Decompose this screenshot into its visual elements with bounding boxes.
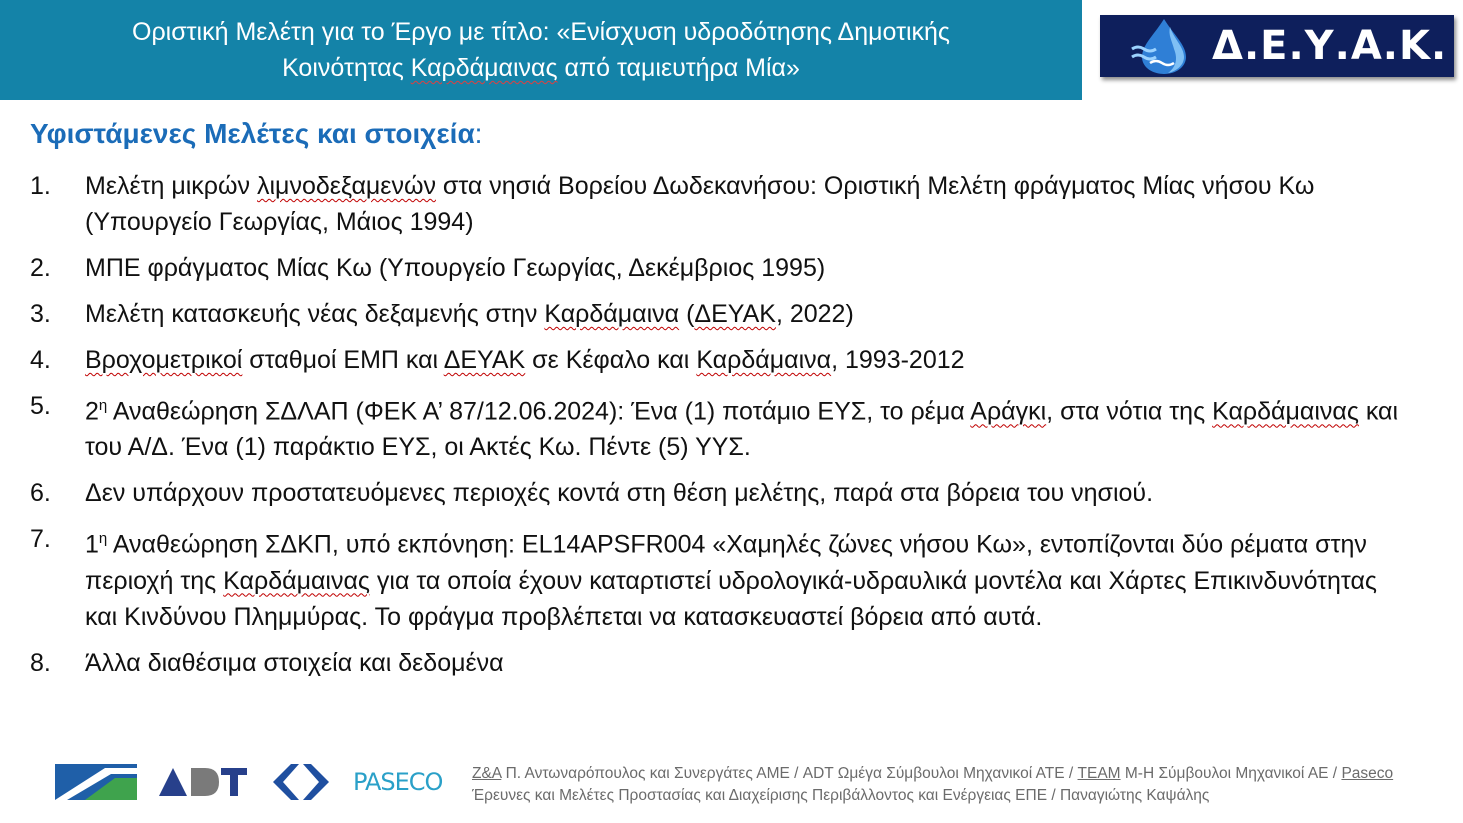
section-title-colon: :: [474, 118, 483, 149]
list-item: [30, 296, 1410, 332]
list-number: 4.: [30, 346, 51, 374]
list-item: [30, 475, 1410, 511]
item-text-underlined: ΔΕΥΑΚ: [443, 346, 526, 374]
item-text: 1: [85, 530, 99, 559]
item-text-underlined: Βροχομετρικοί: [85, 346, 243, 374]
item-text-underlined: Καρδάμαινας: [223, 566, 370, 595]
item-text-underlined: ΔΕΥΑΚ: [694, 300, 776, 328]
item-text: Δεν υπάρχουν προστατευόμενες περιοχές κοντά στη θέση μελέτης, παρά στα βόρεια του νησιού.: [85, 479, 1154, 508]
item-text: (: [679, 300, 695, 328]
title-line-2: [0, 50, 1082, 86]
list-item: [30, 250, 1410, 286]
studies-list: [30, 168, 1410, 691]
item-text: για τα οποία έχουν καταρτιστεί υδρολογικά-υδραυλικά μοντέλα και Χάρτες Επικινδυνότητας και Κινδύνου Πλημμύρας. Το φράγμα προβλέπεται να κατασκευαστεί βόρεια από αυτά.: [85, 566, 1377, 631]
list-item: [30, 645, 1410, 681]
za-logo: [55, 764, 137, 800]
credit-part: Paseco: [1341, 765, 1394, 782]
deyak-logo: [1100, 15, 1454, 77]
list-item: [30, 342, 1410, 378]
list-number: 2.: [30, 254, 51, 282]
item-text: στα νησιά Βορείου Δωδεκανήσου: Οριστική Μελέτη φράγματος Μίας νήσου Κω (Υπουργείο Γεωργίας, Μάιος 1994): [85, 172, 1315, 236]
item-text: Αναθεώρηση ΣΔΚΠ, υπό εκπόνηση: EL14APSFR004 «Χαμηλές ζώνες νήσου Κω», εντοπίζονται δύο ρέματα στην περιοχή της: [85, 530, 1367, 595]
credit-part: Π. Αντωναρόπουλος και Συνεργάτες ΑΜΕ / ADT Ωμέγα Σύμβουλοι Μηχανικοί ΑΤΕ /: [501, 765, 1078, 782]
list-item: [30, 521, 1410, 634]
item-text: Αναθεώρηση ΣΔΛΑΠ (ΦΕΚ Α’ 87/12.06.2024): Ένα (1) ποτάμιο ΕΥΣ, το ρέμα: [107, 397, 971, 426]
list-number: 5.: [30, 392, 51, 420]
item-text-underlined: Καρδάμαινας: [1212, 397, 1359, 426]
list-item: [30, 168, 1410, 240]
credit-part: Μ-Η Σύμβουλοι Μηχανικοί ΑΕ /: [1120, 765, 1342, 782]
item-text: Άλλα διαθέσιμα στοιχεία και δεδομένα: [85, 648, 504, 677]
team-logo: [269, 762, 333, 802]
item-text: Μελέτη κατασκευής νέας δεξαμενής στην: [85, 300, 545, 328]
item-text-underlined: Αράγκι: [970, 397, 1047, 426]
item-text-underlined: Καρδάμαινα: [696, 346, 832, 374]
section-title-text: Υφιστάμενες Μελέτες και στοιχεία: [30, 118, 475, 149]
title-line-1: Οριστική Μελέτη για το Έργο με τίτλο: «Ενίσχυση υδροδότησης Δημοτικής: [132, 18, 950, 46]
paseco-logo: PASECO: [353, 768, 443, 796]
title-line-2-post: από ταμιευτήρα Μία»: [557, 54, 800, 82]
list-number: 8.: [30, 648, 51, 677]
superscript: η: [98, 530, 108, 548]
item-text: 2: [85, 397, 99, 426]
title-line-2-pre: Κοινότητας: [282, 54, 411, 82]
credit-part: Z&A: [472, 765, 502, 782]
item-text: και του Α/Δ. Ένα (1) παράκτιο ΕΥΣ, οι Ακτές Κω. Πέντε (5) ΥΥΣ.: [85, 397, 1399, 462]
section-title: [30, 118, 482, 150]
item-text: σταθμοί ΕΜΠ και: [242, 346, 444, 374]
item-text: ΜΠΕ φράγματος Μίας Κω (Υπουργείο Γεωργίας, Δεκέμβριος 1995): [85, 254, 826, 282]
list-number: 3.: [30, 300, 51, 328]
partner-logos: [55, 762, 442, 802]
adt-logo: [157, 766, 249, 798]
item-text: , 2022): [775, 300, 854, 328]
superscript: η: [98, 397, 108, 414]
list-number: 1.: [30, 172, 51, 200]
credit-part: Έρευνες και Μελέτες Προστασίας και Διαχείρισης Περιβάλλοντος και Ενέργειας ΕΠΕ / Παναγιώτης Καψάλης: [472, 787, 1210, 804]
item-text-underlined: Καρδάμαινα: [544, 300, 680, 328]
item-text: , 1993-2012: [831, 346, 965, 374]
list-number: 7.: [30, 525, 51, 554]
water-drop-icon: [1130, 17, 1198, 75]
list-number: 6.: [30, 479, 51, 508]
title-banner: [0, 0, 1082, 100]
item-text-underlined: λιμνοδεξαμενών: [257, 172, 436, 200]
credit-part: TEAM: [1077, 765, 1121, 782]
logo-text: Δ.Ε.Υ.Α.Κ.: [1212, 23, 1448, 69]
item-text: Μελέτη μικρών: [85, 172, 257, 200]
credits-text: [472, 763, 1432, 807]
title-line-2-underlined: Καρδάμαινας: [410, 54, 558, 82]
item-text: , στα νότια της: [1046, 397, 1213, 426]
item-text: σε Κέφαλο και: [525, 346, 697, 374]
list-item: [30, 388, 1410, 465]
